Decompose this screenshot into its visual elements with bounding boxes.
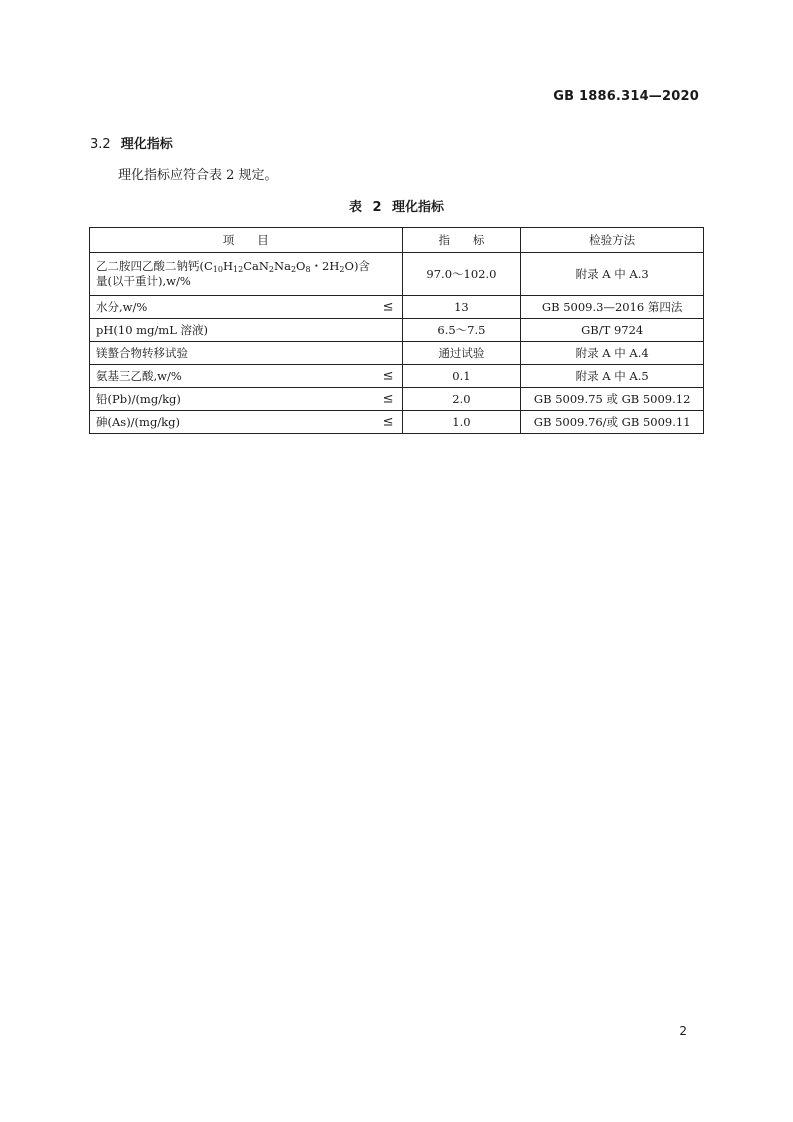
row-item: 砷(As)/(mg/kg) ≤ — [90, 411, 403, 434]
table-row — [90, 296, 704, 319]
row-value: 1.0 — [402, 411, 521, 434]
row-value: 13 — [402, 296, 521, 319]
section-title: 理化指标 — [120, 137, 173, 152]
row-value: 0.1 — [402, 365, 521, 388]
physicochemical-table — [89, 227, 704, 434]
row-item: 水分,w/% ≤ — [90, 296, 403, 319]
row-method: GB 5009.76/或 GB 5009.11 — [521, 411, 704, 434]
row-item: 氨基三乙酸,w/% ≤ — [90, 365, 403, 388]
row-item: 乙二胺四乙酸二钠钙($C_{10}H_{12}CaN_2Na_2O_8$・$2H_2O$)含量(以干重计),w/% — [90, 253, 403, 296]
table-row — [90, 253, 704, 296]
row-value: 2.0 — [402, 388, 521, 411]
table-row — [90, 319, 704, 342]
page-number: 2 — [679, 1024, 687, 1038]
column-header-method: 检验方法 — [521, 228, 704, 253]
row-value: 6.5～7.5 — [402, 319, 521, 342]
row-method: GB 5009.75 或 GB 5009.12 — [521, 388, 704, 411]
table-row — [90, 342, 704, 365]
row-method: GB/T 9724 — [521, 319, 704, 342]
row-method: 附录 A 中 A.5 — [521, 365, 704, 388]
section-number: 3.2 — [90, 137, 111, 152]
row-method: 附录 A 中 A.4 — [521, 342, 704, 365]
leq-symbol: ≤ — [382, 391, 394, 407]
row-method: 附录 A 中 A.3 — [521, 253, 704, 296]
standard-code: GB 1886.314—2020 — [553, 89, 699, 104]
table-row — [90, 411, 704, 434]
leq-symbol: ≤ — [382, 414, 394, 430]
leq-symbol: ≤ — [382, 299, 394, 315]
row-value: 97.0～102.0 — [402, 253, 521, 296]
row-item: pH(10 mg/mL 溶液) — [90, 319, 403, 342]
row-item: 镁螯合物转移试验 — [90, 342, 403, 365]
column-header-item: 项 目 — [90, 228, 403, 253]
table-caption: 表 2 理化指标 — [348, 200, 445, 215]
leq-symbol: ≤ — [382, 368, 394, 384]
table-header-row — [90, 228, 704, 253]
table-row — [90, 365, 704, 388]
row-value: 通过试验 — [402, 342, 521, 365]
row-method: GB 5009.3—2016 第四法 — [521, 296, 704, 319]
section-body-text: 理化指标应符合表 2 规定。 — [118, 168, 278, 183]
section-heading — [90, 133, 173, 152]
table-row — [90, 388, 704, 411]
column-header-value: 指 标 — [402, 228, 521, 253]
row-item: 铅(Pb)/(mg/kg) ≤ — [90, 388, 403, 411]
